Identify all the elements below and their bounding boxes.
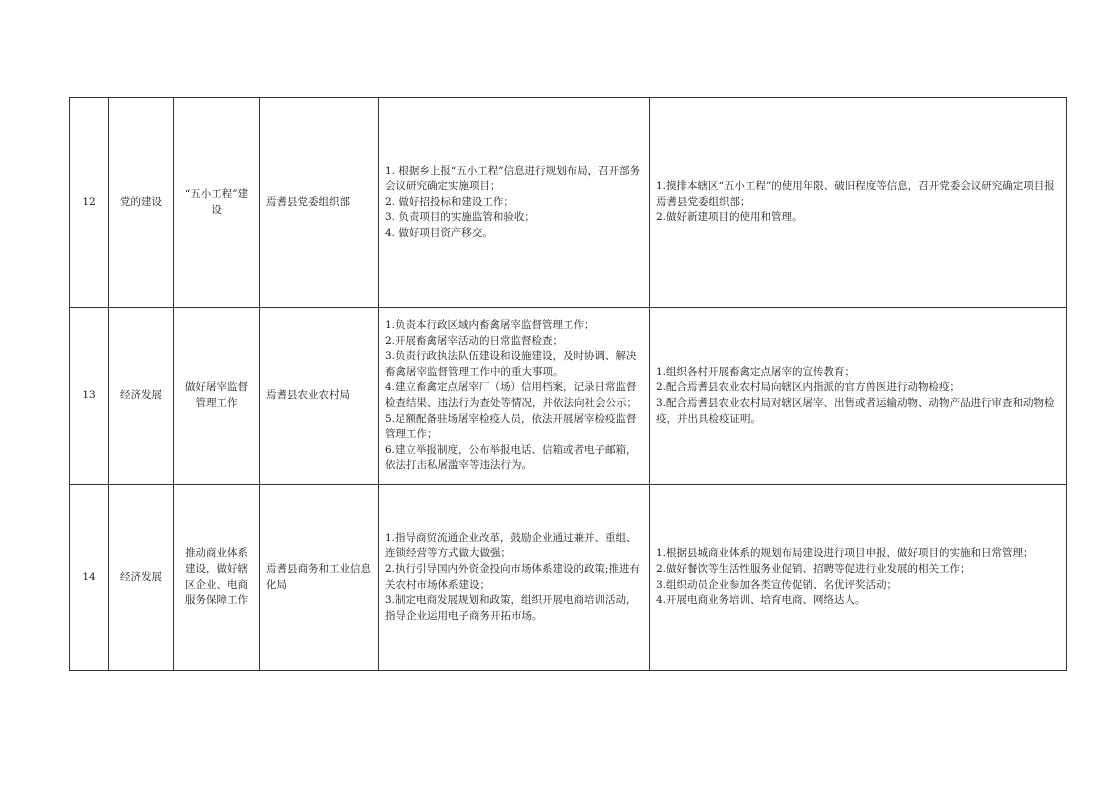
- duty-line: 2.做好新建项目的使用和管理。: [656, 211, 803, 224]
- category-cell: 经济发展: [109, 308, 174, 485]
- duty-line: 3.配合焉耆县农业农村局对辖区屠宰、出售或者运输动物、动物产品进行审查和动物检疫，并出具检疫证明。: [656, 397, 1055, 425]
- duty-line: 5.足额配备驻场屠宰检疫人员，依法开展屠宰检疫监督管理工作；: [385, 412, 637, 441]
- duty-line: 3.负责行政执法队伍建设和设施建设，及时协调、解决畜禽屠宰监督管理工作中的重大事项。: [385, 350, 637, 378]
- duty-list: [656, 365, 1060, 427]
- duty-list: [656, 179, 1060, 226]
- item-cell: 推动商业体系建设，做好辖区企业、电商服务保障工作: [174, 485, 260, 671]
- duty-line: 4. 做好项目资产移交。: [385, 226, 493, 239]
- duty-line: 1.组织各村开展畜禽定点屠宰的宣传教育；: [656, 365, 856, 378]
- duty-line: 2.执行引导国内外资金投向市场体系建设的政策;推进有关农村市场体系建设；: [385, 562, 641, 591]
- duty-list: [385, 164, 643, 242]
- duty-line: 1.摸排本辖区“五小工程”的使用年限、破旧程度等信息，召开党委会议研究确定项目报焉耆县党委组织部；: [656, 180, 1055, 208]
- table-row: [70, 308, 1067, 485]
- county-duties-cell: [379, 308, 650, 485]
- township-duties-cell: [650, 485, 1067, 671]
- duty-line: 4.开展电商业务培训、培育电商、网络达人。: [656, 594, 866, 607]
- duty-list: [656, 546, 1060, 608]
- table-row: [70, 98, 1067, 308]
- county-duties-cell: [379, 485, 650, 671]
- table-row: [70, 485, 1067, 671]
- duty-line: 4.建立畜禽定点屠宰厂（场）信用档案，记录日常监督检查结果、违法行为查处等情况，并依法向社会公示；: [385, 381, 637, 409]
- duty-line: 6.建立举报制度，公布举报电话、信箱或者电子邮箱，依法打击私屠滥宰等违法行为。: [385, 443, 637, 472]
- item-cell: “五小工程”建设: [174, 98, 260, 308]
- duty-list: [385, 318, 643, 474]
- row-number: 13: [70, 308, 109, 485]
- township-duties-cell: [650, 98, 1067, 308]
- duty-line: 3. 负责项目的实施监管和验收；: [385, 211, 535, 224]
- duty-line: 2. 做好招投标和建设工作；: [385, 195, 514, 208]
- township-duties-cell: [650, 308, 1067, 485]
- duty-line: 3.制定电商发展规划和政策，组织开展电商培训活动，指导企业运用电子商务开拓市场。: [385, 594, 637, 622]
- department-cell: 焉耆县党委组织部: [260, 98, 379, 308]
- category-cell: 党的建设: [109, 98, 174, 308]
- county-duties-cell: [379, 98, 650, 308]
- duty-line: 2.开展畜禽屠宰活动的日常监督检查；: [385, 334, 564, 347]
- item-cell: 做好屠宰监督管理工作: [174, 308, 260, 485]
- duty-line: 3.组织动员企业参加各类宣传促销、名优评奖活动；: [656, 578, 898, 591]
- duty-division-table: [69, 97, 1067, 671]
- department-cell: 焉耆县商务和工业信息化局: [260, 485, 379, 671]
- row-number: 14: [70, 485, 109, 671]
- duty-line: 1.根据县城商业体系的规划布局建设进行项目申报，做好项目的实施和日常管理；: [656, 547, 1034, 560]
- duty-list: [385, 531, 643, 625]
- duty-line: 2.做好餐饮等生活性服务业促销、招聘等促进行业发展的相关工作；: [656, 562, 971, 575]
- duty-line: 1. 根据乡上报“五小工程”信息进行规划布局，召开部务会议研究确定实施项目；: [385, 164, 641, 193]
- row-number: 12: [70, 98, 109, 308]
- duty-line: 2.配合焉耆县农业农村局向辖区内指派的官方兽医进行动物检疫；: [656, 381, 961, 394]
- duty-line: 1.指导商贸流通企业改革，鼓励企业通过兼并、重组、连锁经营等方式做大做强；: [385, 531, 637, 560]
- duty-line: 1.负责本行政区域内畜禽屠宰监督管理工作；: [385, 319, 595, 332]
- category-cell: 经济发展: [109, 485, 174, 671]
- department-cell: 焉耆县农业农村局: [260, 308, 379, 485]
